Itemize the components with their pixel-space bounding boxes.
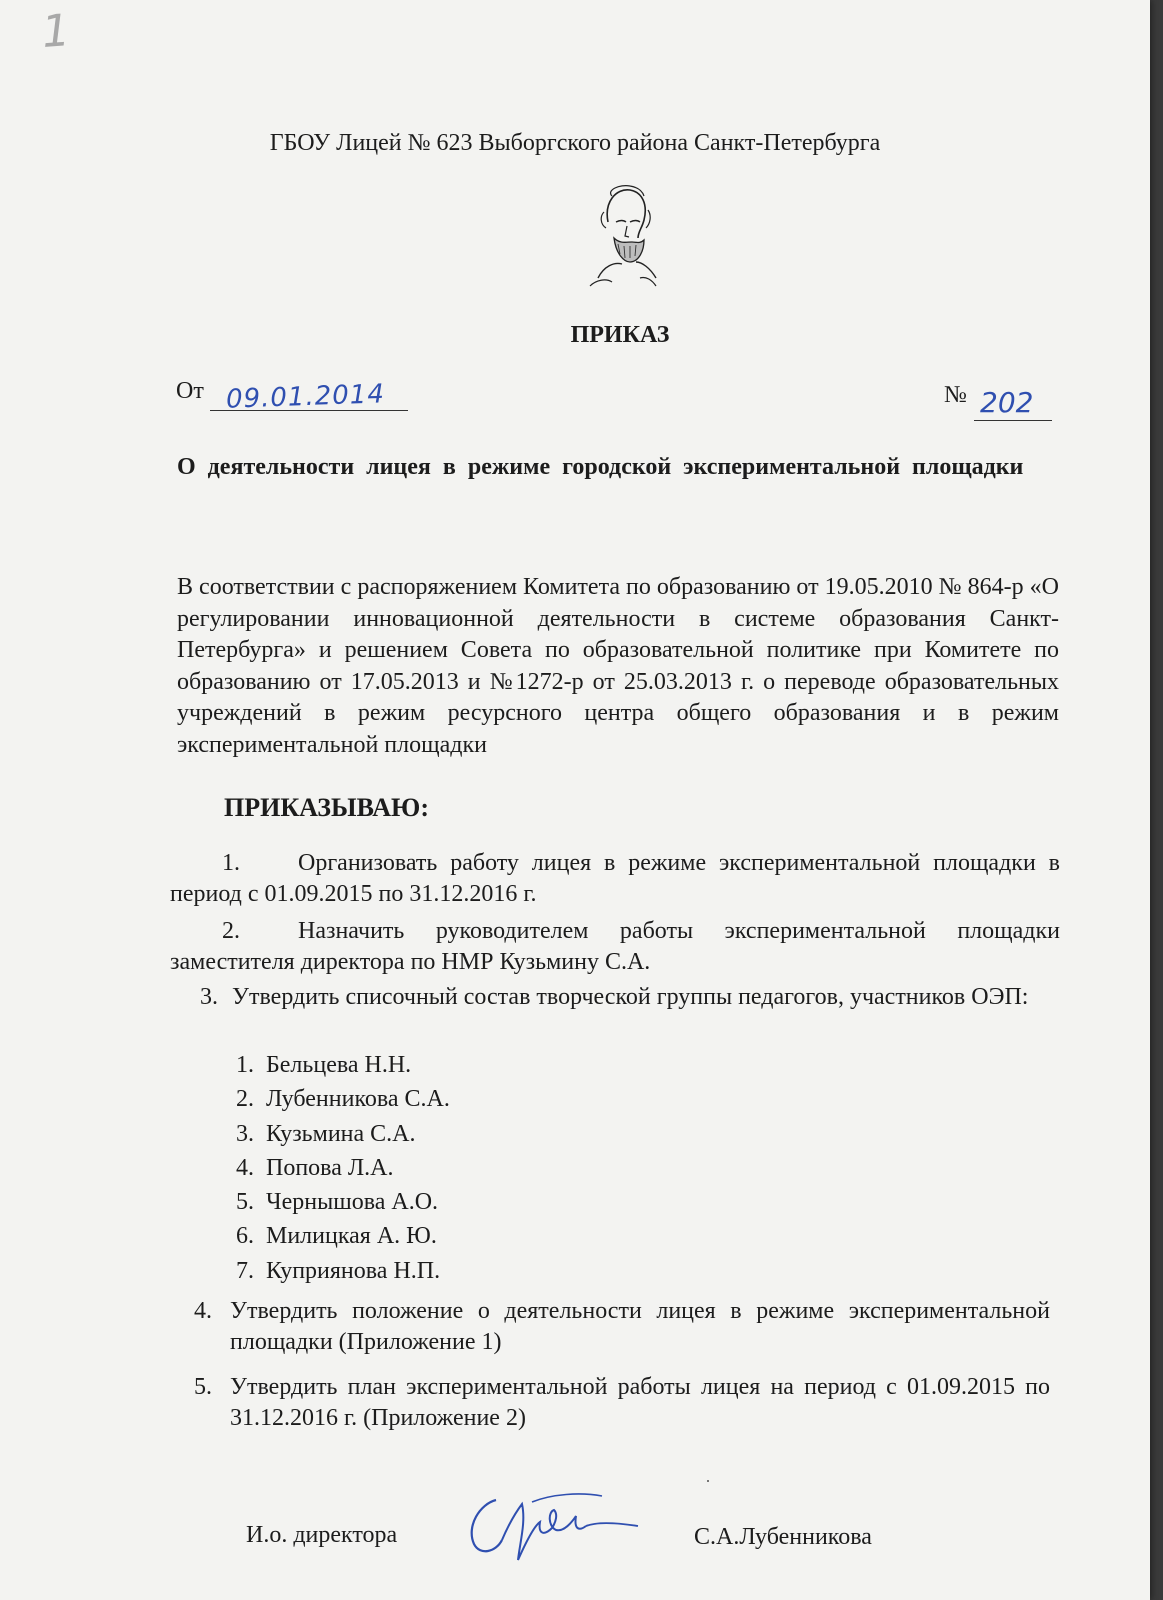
- handwritten-signature: [462, 1482, 642, 1566]
- order-item-4: [194, 1296, 1050, 1358]
- list-item: 7. Куприянова Н.П.: [236, 1257, 441, 1284]
- participants-list: [236, 1048, 450, 1288]
- order-item-2: [170, 916, 1060, 978]
- item-text: Организовать работу лицея в режиме экспериментальной площадки в период с 01.09.2015 по 31.12.2016 г.: [170, 850, 1060, 907]
- item-text: Утвердить план экспериментальной работы лицея на период с 01.09.2015 по 31.12.2016 г. (Приложение 2): [230, 1374, 1050, 1431]
- preamble-paragraph: В соответствии с распоряжением Комитета по образованию от 19.05.2010 № 864-р «О регулировании инновационной деятельности в системе образования Санкт-Петербурга» и решением Совета по образовательной политике при Комитете по образованию от 17.05.2013 и №1272-р от 25.03.2013 г. о переводе образовательных учреждений в режим ресурсного центра общего образования и в режим экспериментальной площадки: [177, 574, 1059, 758]
- ink-speck: [707, 1480, 709, 1482]
- list-item: 6. Милицкая А. Ю.: [236, 1223, 437, 1250]
- list-item: 2. Лубенникова С.А.: [236, 1086, 450, 1113]
- list-item: 5. Чернышова А.О.: [236, 1189, 439, 1216]
- list-item: 4. Попова Л.А.: [236, 1154, 394, 1181]
- order-heading: ПРИКАЗЫВАЮ:: [224, 793, 429, 822]
- order-item-1: [170, 848, 1060, 910]
- date-label: От: [176, 378, 204, 404]
- item-number: 3.: [200, 984, 218, 1010]
- founder-portrait-emblem: [586, 182, 662, 288]
- handwritten-date: 09.01.2014: [225, 379, 386, 415]
- signatory-name: С.А.Лубенникова: [694, 1524, 872, 1550]
- item-number: 1.: [222, 850, 240, 876]
- item-number: 5.: [194, 1374, 212, 1400]
- list-item: 3. Кузьмина С.А.: [236, 1120, 416, 1147]
- item-text: Утвердить списочный состав творческой группы педагогов, участников ОЭП:: [232, 984, 1029, 1010]
- document-title: ПРИКАЗ: [570, 322, 670, 348]
- item-number: 2.: [222, 918, 240, 944]
- organization-header: ГБОУ Лицей № 623 Выборгского района Санкт-Петербурга: [269, 130, 881, 156]
- order-number-underline: [974, 420, 1052, 421]
- order-subject: О деятельности лицея в режиме городской экспериментальной площадки: [177, 454, 1024, 480]
- handwritten-order-number: 202: [980, 386, 1034, 419]
- signatory-role: И.о. директора: [246, 1522, 398, 1548]
- handwritten-page-number: 1: [40, 5, 72, 58]
- order-item-5: [194, 1372, 1050, 1434]
- order-number-label: №: [944, 382, 967, 408]
- item-text: Назначить руководителем работы экспериментальной площадки заместителя директора по НМР Кузьмину С.А.: [170, 918, 1060, 975]
- order-item-3: [200, 982, 1060, 1013]
- item-number: 4.: [194, 1298, 212, 1324]
- list-item: 1. Бельцева Н.Н.: [236, 1052, 412, 1078]
- item-text: Утвердить положение о деятельности лицея в режиме экспериментальной площадки (Приложение 1): [230, 1298, 1050, 1355]
